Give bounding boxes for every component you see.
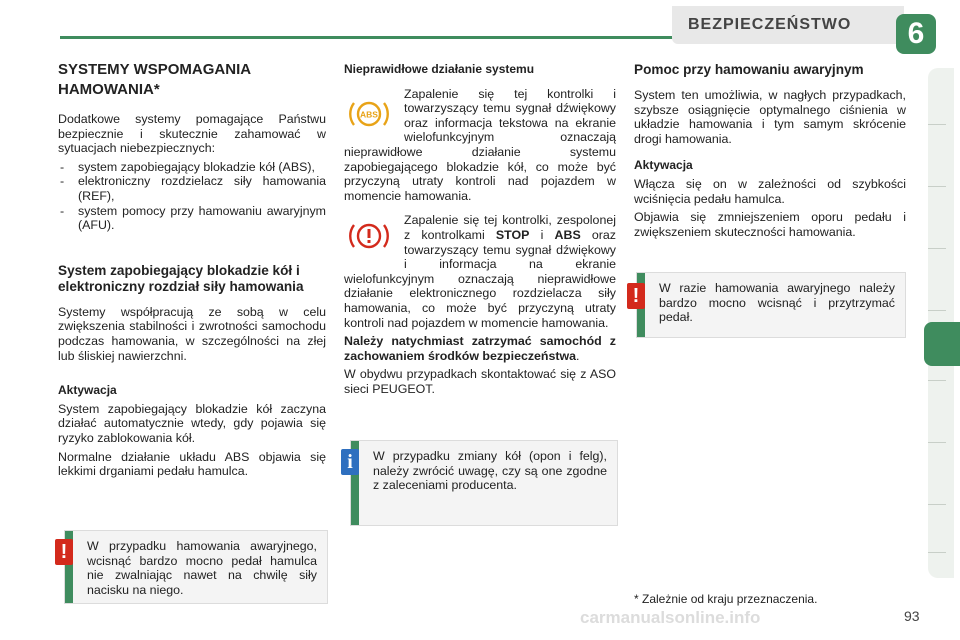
warning-badge-icon: !: [627, 283, 645, 309]
warning-note: [632, 272, 906, 338]
info-note: [347, 440, 618, 526]
note-text: W przypadku zmiany kół (opon i felg), należy zwrócić uwagę, czy są one zgodne z zaleceniami producenta.: [373, 449, 607, 493]
column-right: [634, 60, 906, 243]
side-index-tick: [928, 124, 946, 125]
brake-warning-icon: [348, 217, 390, 259]
subsection-heading: System zapobiegający blokadzie kół i elektroniczny rozdział siły hamowania: [58, 262, 304, 294]
side-index-active-chapter[interactable]: [924, 322, 960, 366]
list-item: - system zapobiegający blokadzie kół (ABS),: [58, 160, 326, 175]
text-fragment: Zapalenie się tej kontrolki, zespolonej z kontrolkami: [404, 213, 616, 242]
column-left: [58, 60, 326, 483]
stop-instruction-bold: Należy natychmiast zatrzymać samochód z zachowaniem środków bezpieczeństwa: [344, 334, 616, 363]
malfunction-heading: Nieprawidłowe działanie systemu: [344, 62, 535, 76]
text-fragment: .: [576, 348, 580, 363]
abs-label: ABS: [554, 227, 581, 242]
paragraph: System zapobiegający blokadzie kół zaczyna działać automatycznie wtedy, gdy pojawia się ryzyko zablokowania kół.: [58, 401, 326, 445]
side-index-tick: [928, 552, 946, 553]
chapter-number-badge: 6: [896, 14, 936, 54]
list-item: - elektroniczny rozdzielacz siły hamowania (REF),: [58, 174, 326, 203]
emergency-braking-heading: Pomoc przy hamowaniu awaryjnym: [634, 62, 864, 77]
abs-warning-icon: [348, 95, 390, 137]
note-text: W razie hamowania awaryjnego należy bardzo mocno wcisnąć i przytrzymać pedał.: [659, 281, 895, 325]
paragraph: Objawia się zmniejszeniem oporu pedału i zwiększeniem skuteczności hamowania.: [634, 210, 906, 239]
abs-malfunction-text: Zapalenie się tej kontrolki i towarzyszący temu sygnał dźwiękowy oraz informacja tekstowa na ekranie wielofunkcyjnym oznaczają nieprawidłowe działanie systemu zapobiegającego blokadzie kół, co może być przyczyną utraty kontroli nad pojazdem w momencie hamowania.: [344, 86, 616, 203]
text-fragment: oraz towarzyszący temu sygnał dźwiękowy i informacja na ekranie wielofunkcyjnym oznaczają nieprawidłowe działanie elektronicznego rozdzielacza siły hamowania, co może być przyczyną utraty kontroli nad pojazdem w momencie hamowania.: [344, 227, 617, 330]
watermark: carmanualsonline.info: [580, 608, 761, 627]
paragraph: Normalne działanie układu ABS objawia się lekkimi drganiami pedału hamulca.: [58, 449, 326, 479]
dealer-contact-text: W obydwu przypadkach skontaktować się z ASO sieci PEUGEOT.: [344, 367, 616, 396]
activation-heading: Aktywacja: [634, 158, 693, 173]
column-middle: [344, 62, 616, 400]
side-index-tick: [928, 186, 946, 187]
info-badge-icon: i: [341, 449, 359, 475]
warning-note: [60, 530, 328, 604]
note-text: W przypadku hamowania awaryjnego, wcisnąć bardzo mocno pedał hamulca nie zwalniając nawet na chwilę siły nacisku na niego.: [87, 539, 317, 597]
section-heading: SYSTEMY WSPOMAGANIA HAMOWANIA*: [58, 61, 251, 98]
text-fragment: i: [529, 227, 555, 242]
paragraph: Systemy współpracują ze sobą w celu zwiększenia stabilności i zwrotności samochodu podczas hamowania, w szczególności na złej lub śliskiej nawierzchni.: [58, 304, 326, 363]
section-title: BEZPIECZEŃSTWO: [688, 16, 852, 33]
systems-list: [58, 160, 326, 233]
side-index-tick: [928, 310, 946, 311]
warning-badge-icon: !: [55, 539, 73, 565]
paragraph: Włącza się on w zależności od szybkości wciśnięcia pedału hamulca.: [634, 176, 906, 206]
stop-label: STOP: [495, 227, 530, 242]
page-number: 93: [904, 608, 920, 624]
side-index-tick: [928, 504, 946, 505]
activation-heading: Aktywacja: [58, 383, 117, 398]
stop-instruction: [344, 334, 616, 363]
side-index-tick: [928, 442, 946, 443]
side-index-tick: [928, 380, 946, 381]
footnote: * Zależnie od kraju przeznaczenia.: [634, 592, 818, 606]
paragraph: System ten umożliwia, w nagłych przypadkach, szybsze osiągnięcie optymalnego ciśnienia w układzie hamowania i tym samym skrócenie drogi hamowania.: [634, 88, 906, 146]
abs-icon-label: ABS: [360, 109, 378, 120]
intro-text: Dodatkowe systemy pomagające Państwu bezpiecznie i skutecznie zahamować w sytuacjach niebezpiecznych:: [58, 112, 326, 156]
side-index-tick: [928, 248, 946, 249]
list-item: - system pomocy przy hamowaniu awaryjnym (AFU).: [58, 204, 326, 233]
